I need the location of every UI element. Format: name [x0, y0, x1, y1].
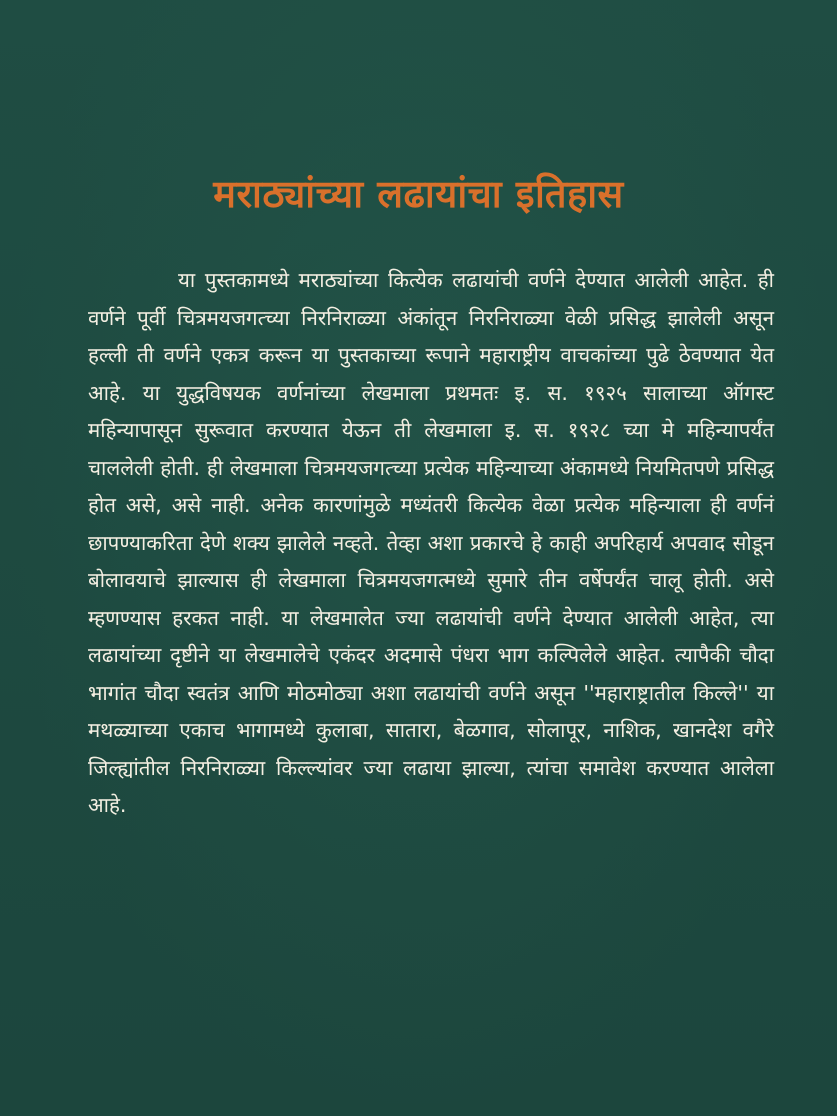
book-description: या पुस्तकामध्ये मराठ्यांच्या कित्येक लढायांची वर्णने देण्यात आलेली आहेत. ही वर्णने पूर्वी चित्रमयजगत्च्या निरनिराळ्या अंकांतून निरनिराळ्या वेळी प्रसिद्ध झालेली असून हल्ली ती वर्णने एकत्र करून या पुस्तकाच्या रूपाने महाराष्ट्रीय वाचकांच्या पुढे ठेवण्यात येत आहे. या युद्धविषयक वर्णनांच्या लेखमाला प्रथमतः इ. स. १९२५ सालाच्या ऑगस्ट महिन्यापासून सुरूवात करण्यात येऊन ती लेखमाला इ. स. १९२८ च्या मे महिन्यापर्यंत चाललेली होती. ही लेखमाला चित्रमयजगत्च्या प्रत्येक महिन्याच्या अंकामध्ये नियमितपणे प्रसिद्ध होत असे, असे नाही. अनेक कारणांमुळे मध्यंतरी कित्येक वेळा प्रत्येक महिन्याला ही वर्णनं छापण्याकरिता देणे शक्य झालेले नव्हते. तेव्हा अशा प्रकारचे हे काही अपरिहार्य अपवाद सोडून बोलावयाचे झाल्यास ही लेखमाला चित्रमयजगत्मध्ये सुमारे तीन वर्षेपर्यंत चालू होती. असे म्हणण्यास हरकत नाही. या लेखमालेत ज्या लढायांची वर्णने देण्यात आलेली आहेत, त्या लढायांच्या दृष्टीने या लेखमालेचे एकंदर अदमासे पंधरा भाग कल्पिलेले आहेत. त्यापैकी चौदा भागांत चौदा स्वतंत्र आणि मोठमोठ्या अशा लढायांची वर्णने असून ''महाराष्ट्रातील किल्ले'' या मथळ्याच्या एकाच भागामध्ये कुलाबा, सातारा, बेळगाव, सोलापूर, नाशिक, खानदेश वगैरे जिल्ह्यांतील निरनिराळ्या किल्ल्यांवर ज्या लढाया झाल्या, त्यांचा समावेश करण्यात आलेला आहे. — [88, 268, 774, 817]
book-title: मराठ्यांच्या लढायांचा इतिहास — [213, 172, 624, 216]
